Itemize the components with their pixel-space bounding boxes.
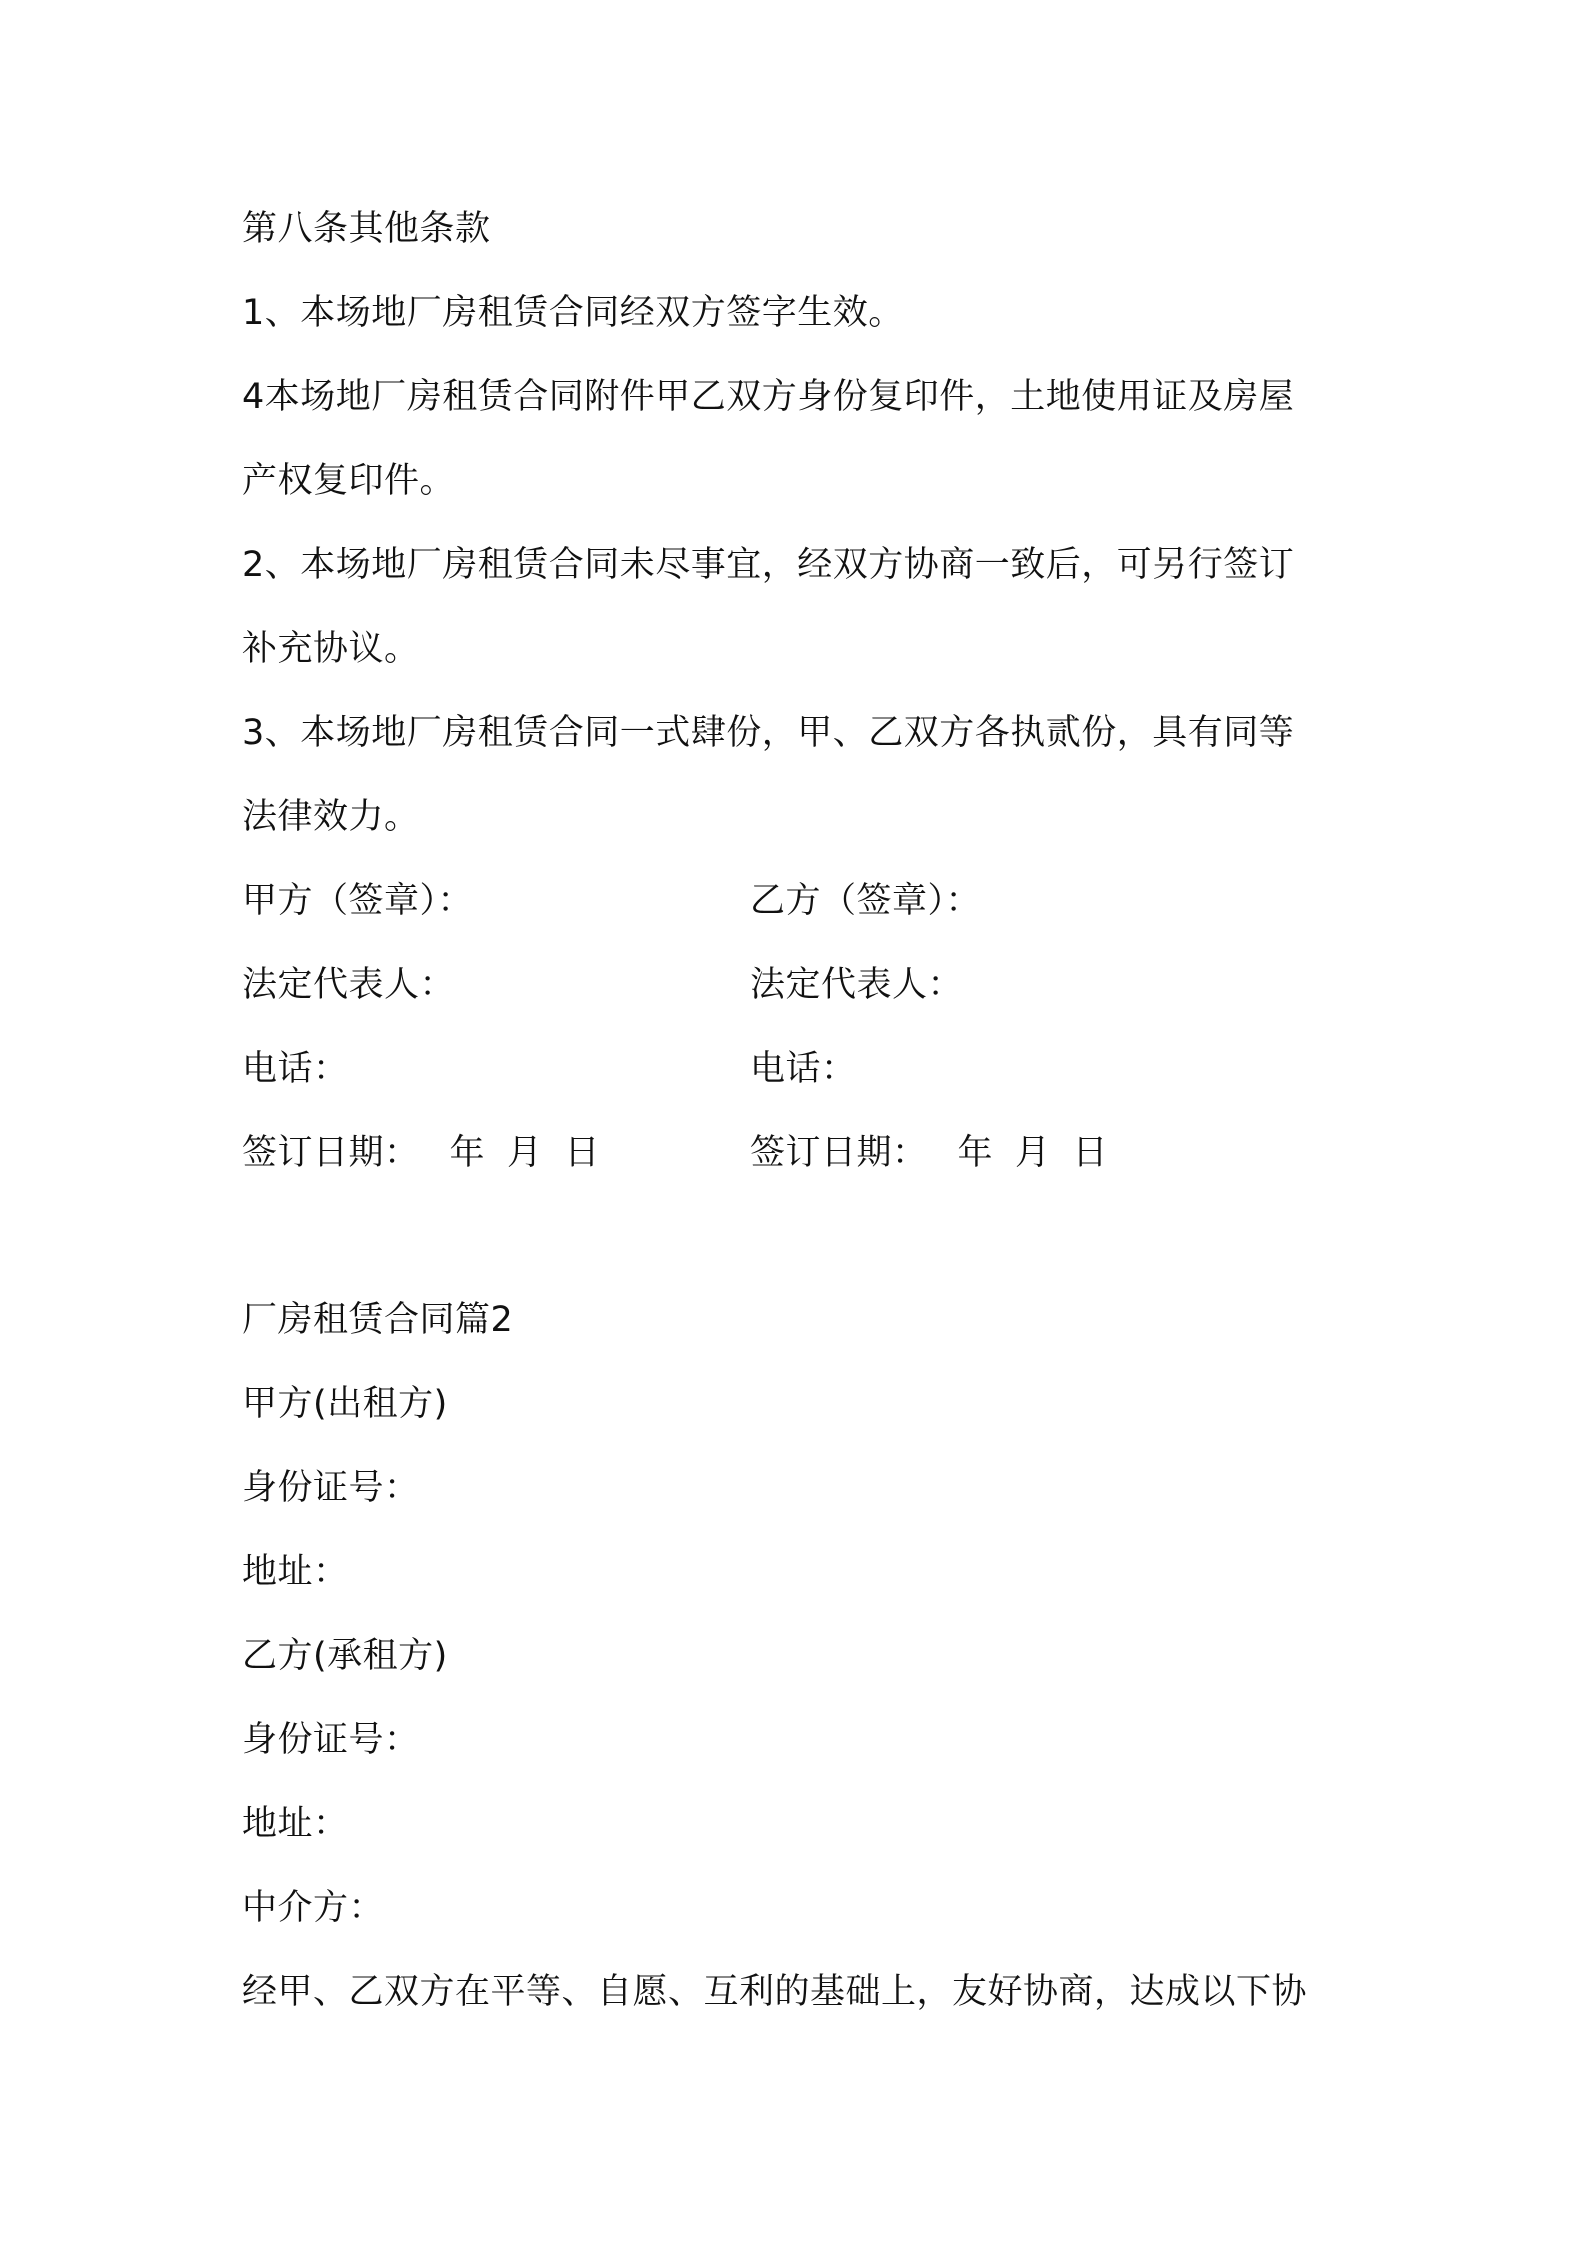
party-a-seal: 甲方（签章）： [242,881,474,921]
party-b-phone: 电话： [750,1049,857,1089]
party-b-date-year: 年 [957,1133,994,1173]
contract-title: 厂房租赁合同篇2 [242,1300,514,1340]
party-a-rep: 法定代表人： [242,965,456,1005]
lessor-label: 甲方(出租方) [242,1384,448,1424]
party-b-date [750,1130,1108,1176]
party-b-seal: 乙方（签章）： [750,881,982,921]
party-a-date-year: 年 [449,1133,486,1173]
party-a-date [242,1130,600,1176]
agent-label: 中介方： [242,1888,385,1928]
party-b-date-month: 月 [1015,1133,1051,1173]
clause-line: 1、本场地厂房租赁合同经双方签字生效。 [242,293,904,333]
lessee-address-label: 地址： [242,1804,349,1844]
lessor-id-label: 身份证号： [242,1468,420,1508]
party-a-date-month: 月 [507,1133,543,1173]
clause-line: 产权复印件。 [242,461,456,501]
lessor-address-label: 地址： [242,1552,349,1592]
party-b-date-day: 日 [1072,1133,1109,1173]
clause-line: 2、本场地厂房租赁合同未尽事宜，经双方协商一致后，可另行签订 [242,545,1295,585]
lessee-id-label: 身份证号： [242,1720,420,1760]
party-a-date-label: 签订日期： [242,1133,420,1173]
party-b-date-label: 签订日期： [750,1133,928,1173]
clause-line: 3、本场地厂房租赁合同一式肆份，甲、乙双方各执贰份，具有同等 [242,713,1295,753]
clause-line: 法律效力。 [242,797,420,837]
intro-paragraph: 经甲、乙双方在平等、自愿、互利的基础上，友好协商，达成以下协 [242,1972,1308,2012]
clause-line: 4本场地厂房租赁合同附件甲乙双方身份复印件，土地使用证及房屋 [242,377,1295,417]
party-a-date-day: 日 [564,1133,601,1173]
article-heading: 第八条其他条款 [242,209,491,249]
clause-line: 补充协议。 [242,629,420,669]
lessee-label: 乙方(承租方) [242,1636,448,1676]
party-b-rep: 法定代表人： [750,965,964,1005]
party-a-phone: 电话： [242,1049,349,1089]
